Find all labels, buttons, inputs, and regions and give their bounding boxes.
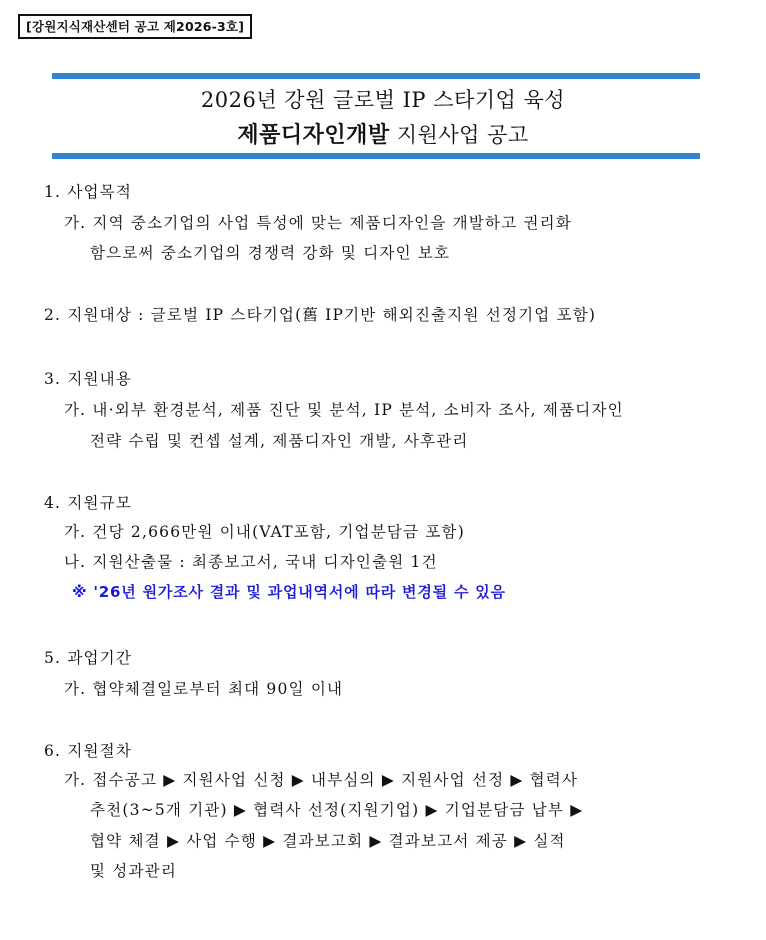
section-4-heading: 4. 지원규모 — [44, 494, 133, 512]
section-1-item-ga-cont: 함으로써 중소기업의 경쟁력 강화 및 디자인 보호 — [90, 244, 451, 262]
title-emphasis: 제품디자인개발 — [237, 123, 390, 148]
title-line-1: 2026년 강원 글로벌 IP 스타기업 육성 — [200, 88, 566, 112]
section-6-item-ga-cont-3: 및 성과관리 — [90, 862, 177, 880]
section-3-heading: 3. 지원내용 — [44, 370, 133, 388]
section-1-item-ga: 가. 지역 중소기업의 사업 특성에 맞는 제품디자인을 개발하고 권리화 — [64, 214, 572, 232]
section-6-item-ga-cont-1: 추천(3~5개 기관) ▶ 협력사 선정(지원기업) ▶ 기업분담금 납부 ▶ — [90, 801, 584, 819]
section-2-heading: 2. 지원대상 : 글로벌 IP 스타기업(舊 IP기반 해외진출지원 선정기업 포함) — [44, 306, 597, 324]
section-4-note: ※ '26년 원가조사 결과 및 과업내역서에 따라 변경될 수 있음 — [72, 583, 506, 601]
section-4-item-ga: 가. 건당 2,666만원 이내(VAT포함, 기업분담금 포함) — [64, 523, 465, 541]
notice-number-tag: [강원지식재산센터 공고 제2026-3호] — [18, 14, 252, 39]
section-5-heading: 5. 과업기간 — [44, 649, 133, 667]
section-6-heading: 6. 지원절차 — [44, 742, 133, 760]
title-bottom-bar — [52, 153, 700, 159]
section-5-item-ga: 가. 협약체결일로부터 최대 90일 이내 — [64, 680, 344, 698]
section-4-item-na: 나. 지원산출물 : 최종보고서, 국내 디자인출원 1건 — [64, 553, 438, 571]
section-6-item-ga-cont-2: 협약 체결 ▶ 사업 수행 ▶ 결과보고회 ▶ 결과보고서 제공 ▶ 실적 — [90, 832, 566, 850]
section-1-heading: 1. 사업목적 — [44, 183, 133, 201]
section-3-item-ga: 가. 내·외부 환경분석, 제품 진단 및 분석, IP 분석, 소비자 조사, 제품디자인 — [64, 401, 624, 419]
title-line-2 — [0, 118, 766, 149]
section-3-item-ga-cont: 전략 수립 및 컨셉 설계, 제품디자인 개발, 사후관리 — [90, 432, 469, 450]
title-rest: 지원사업 공고 — [389, 123, 529, 147]
section-6-item-ga: 가. 접수공고 ▶ 지원사업 신청 ▶ 내부심의 ▶ 지원사업 선정 ▶ 협력사 — [64, 771, 579, 789]
title-top-bar — [52, 73, 700, 79]
